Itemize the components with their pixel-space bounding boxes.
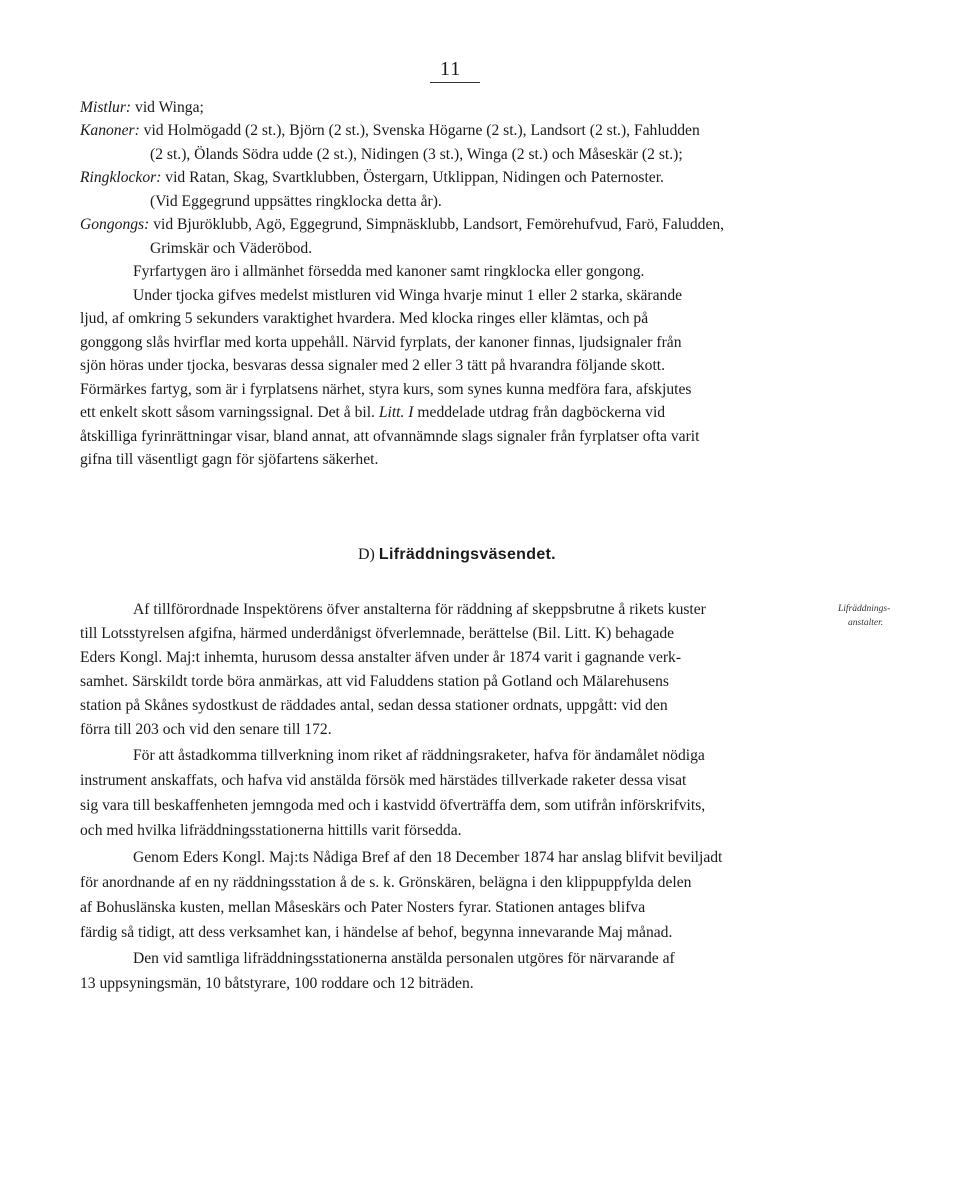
text-line bbox=[133, 286, 682, 306]
label-gongongs: Gongongs: bbox=[80, 216, 150, 233]
text-line bbox=[80, 898, 645, 918]
margin-note bbox=[838, 604, 890, 614]
line-text: för anordnande af en ny räddningsstation å de s. k. Grönskären, belägna i den klippuppfylda delen bbox=[80, 874, 692, 891]
text-line bbox=[80, 215, 724, 235]
text-line bbox=[133, 262, 644, 282]
margin-note-line: anstalter. bbox=[848, 618, 884, 628]
line-text: (Vid Eggegrund uppsättes ringklocka detta år). bbox=[150, 193, 442, 210]
text-line bbox=[80, 873, 691, 893]
line-text: (2 st.), Ölands Södra udde (2 st.), Nidingen (3 st.), Winga (2 st.) och Måseskär (2 st.); bbox=[150, 146, 683, 163]
text-line bbox=[80, 121, 700, 141]
margin-note bbox=[848, 618, 883, 628]
heading-prefix: D) bbox=[358, 546, 379, 563]
line-text: och med hvilka lifräddningsstationerna hittills varit försedda. bbox=[80, 822, 462, 839]
text-line bbox=[80, 821, 462, 841]
line-text: instrument anskaffats, och hafva vid anstälda försök med härstädes tillverkade raketer dessa visat bbox=[80, 772, 687, 789]
line-text: vid Winga; bbox=[131, 99, 204, 116]
line-text: Fyrfartygen äro i allmänhet försedda med kanoner samt ringklocka eller gongong. bbox=[133, 263, 645, 280]
text-line bbox=[80, 427, 699, 447]
heading-title: Lifräddningsväsendet. bbox=[378, 546, 556, 563]
line-text: station på Skånes sydostkust de räddades antal, sedan dessa stationer ordnats, uppgått: vid den bbox=[80, 697, 668, 714]
bil-reference: Litt. I bbox=[378, 404, 414, 421]
text-line bbox=[80, 796, 705, 816]
line-text: förra till 203 och vid den senare till 172. bbox=[80, 721, 332, 738]
text-line bbox=[80, 380, 691, 400]
text-line bbox=[80, 168, 664, 188]
text-line bbox=[80, 624, 674, 644]
line-text: samhet. Särskildt torde böra anmärkas, att vid Faluddens station på Gotland och Mälarehusens bbox=[80, 673, 669, 690]
text-line bbox=[150, 145, 683, 165]
text-line bbox=[80, 720, 332, 740]
line-text: till Lotsstyrelsen afgifna, härmed underdånigst öfverlemnade, berättelse (Bil. Litt. K) behagade bbox=[80, 625, 675, 642]
line-text: färdig så tidigt, att dess verksamhet kan, i händelse af behof, begynna innevarande Maj månad. bbox=[80, 924, 673, 941]
line-text: gifna till väsentligt gagn för sjöfartens säkerhet. bbox=[80, 451, 379, 468]
label-mistlur: Mistlur: bbox=[80, 99, 132, 116]
line-text: Genom Eders Kongl. Maj:ts Nådiga Bref af den 18 December 1874 har anslag blifvit beviljadt bbox=[133, 849, 723, 866]
line-text: Under tjocka gifves medelst mistluren vid Winga hvarje minut 1 eller 2 starka, skärande bbox=[133, 287, 683, 304]
page-number: 11 bbox=[440, 58, 462, 80]
text-line bbox=[80, 771, 686, 791]
line-text: vid Ratan, Skag, Svartklubben, Östergarn, Utklippan, Nidingen och Paternoster. bbox=[161, 169, 664, 186]
line-text: ljud, af omkring 5 sekunders varaktighet hvardera. Med klocka ringes eller klämtas, och på bbox=[80, 310, 649, 327]
text-line bbox=[80, 923, 672, 943]
line-text: Eders Kongl. Maj:t inhemta, hurusom dessa anstalter äfven under år 1874 varit i gagnande verk- bbox=[80, 649, 682, 666]
line-text: sig vara till beskaffenheten jemngoda med och i kastvidd öfverträffa dem, som utifrån införskrifvits, bbox=[80, 797, 706, 814]
text-line bbox=[80, 309, 648, 329]
line-text: För att åstadkomma tillverkning inom riket af räddningsraketer, hafva för ändamålet nödiga bbox=[133, 747, 705, 764]
line-text: Den vid samtliga lifräddningsstationerna anstälda personalen utgöres för närvarande af bbox=[133, 950, 675, 967]
text-line bbox=[133, 949, 675, 969]
text-line bbox=[80, 403, 665, 423]
line-text: Grimskär och Väderöbod. bbox=[150, 240, 313, 257]
text-line bbox=[150, 239, 312, 259]
line-text: sjön höras under tjocka, besvaras dessa signaler med 2 eller 3 tätt på hvarandra följande skott. bbox=[80, 357, 666, 374]
text-line bbox=[80, 450, 378, 470]
line-text: åtskilliga fyrinrättningar visar, bland annat, att ofvannämnde slags signaler från fyrplatser ofta varit bbox=[80, 428, 700, 445]
line-text: af Bohuslänska kusten, mellan Måseskärs och Pater Nosters fyrar. Stationen antages blifva bbox=[80, 899, 646, 916]
line-text: Förmärkes fartyg, som är i fyrplatsens närhet, styra kurs, som synes kunna medföra fara, afskjutes bbox=[80, 381, 692, 398]
line-text: 13 uppsyningsmän, 10 båtstyrare, 100 roddare och 12 biträden. bbox=[80, 975, 474, 992]
text-line bbox=[80, 333, 682, 353]
line-text: ett enkelt skott såsom varningssignal. Det å bil. bbox=[80, 404, 379, 421]
section-heading bbox=[358, 546, 556, 564]
text-line bbox=[150, 192, 442, 212]
line-text: vid Holmögadd (2 st.), Björn (2 st.), Svenska Högarne (2 st.), Landsort (2 st.), Fahludden bbox=[139, 122, 700, 139]
line-text: gonggong slås hvirflar med korta uppehåll. Närvid fyrplats, der kanoner finnas, ljudsignaler från bbox=[80, 334, 682, 351]
text-line bbox=[80, 648, 681, 668]
text-line bbox=[80, 98, 204, 118]
label-kanoner: Kanoner: bbox=[80, 122, 140, 139]
text-line bbox=[133, 600, 706, 620]
label-ringklockor: Ringklockor: bbox=[80, 169, 162, 186]
line-text: Af tillförordnade Inspektörens öfver anstalterna för räddning af skeppsbrutne å rikets kuster bbox=[133, 601, 706, 618]
line-text: meddelade utdrag från dagböckerna vid bbox=[413, 404, 666, 421]
text-line bbox=[133, 848, 722, 868]
text-line bbox=[133, 746, 705, 766]
text-line bbox=[80, 974, 474, 994]
text-line bbox=[80, 356, 665, 376]
line-text: vid Bjuröklubb, Agö, Eggegrund, Simpnäsklubb, Landsort, Femörehufvud, Farö, Faludden, bbox=[149, 216, 725, 233]
page-number-rule bbox=[430, 82, 480, 83]
margin-note-line: Lifräddnings- bbox=[838, 604, 891, 614]
text-line bbox=[80, 696, 668, 716]
text-line bbox=[80, 672, 669, 692]
